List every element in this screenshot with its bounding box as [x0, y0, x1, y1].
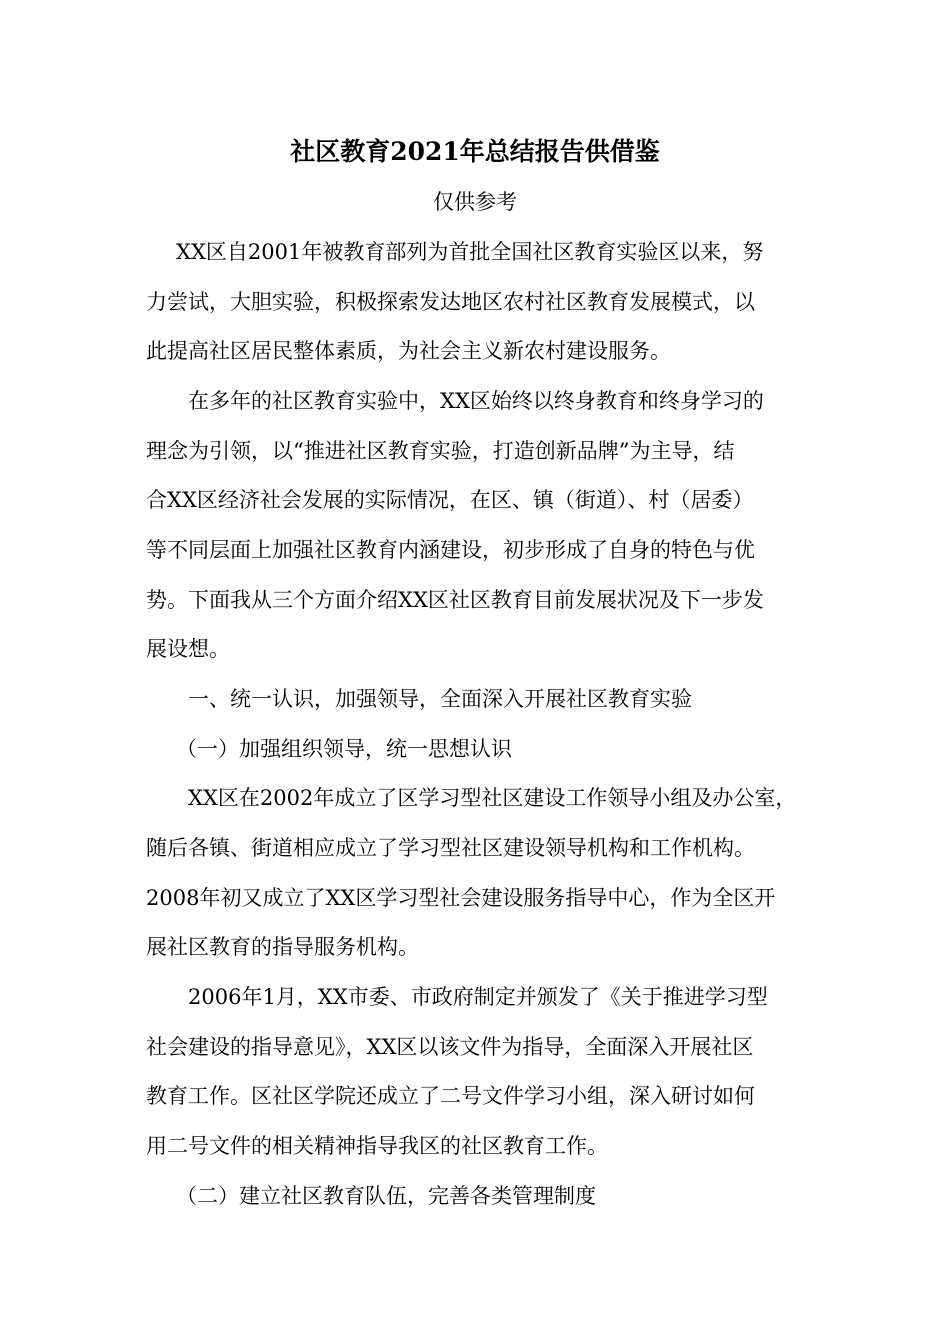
subsection-heading: （二）建立社区教育队伍，完善各类管理制度	[176, 1184, 596, 1208]
text-line: 随后各镇、街道相应成立了学习型社区建设领导机构和工作机构。	[146, 836, 755, 860]
text-line: 2008年初又成立了XX区学习型社会建设服务指导中心，作为全区开	[146, 886, 776, 910]
text-line: 在多年的社区教育实验中，XX区始终以终身教育和终身学习的	[188, 389, 764, 413]
text-line: XX区在2002年成立了区学习型社区建设工作领导小组及办公室，	[188, 786, 797, 810]
text-line: 等不同层面上加强社区教育内涵建设，初步形成了自身的特色与优	[146, 538, 755, 562]
text-line: 力尝试，大胆实验，积极探索发达地区农村社区教育发展模式，以	[146, 290, 755, 314]
text-line: 理念为引领，以“推进社区教育实验，打造创新品牌”为主导，结	[146, 439, 735, 463]
text-line: 教育工作。区社区学院还成立了二号文件学习小组，深入研讨如何	[146, 1084, 755, 1108]
text-line: 此提高社区居民整体素质，为社会主义新农村建设服务。	[146, 339, 671, 363]
document-title: 社区教育2021年总结报告供借鉴	[290, 137, 660, 166]
document-subtitle: 仅供参考	[433, 190, 517, 214]
text-line: 用二号文件的相关精神指导我区的社区教育工作。	[146, 1134, 608, 1158]
text-line: 社会建设的指导意见》，XX区以该文件为指导，全面深入开展社区	[146, 1035, 754, 1059]
text-line: XX区自2001年被教育部列为首批全国社区教育实验区以来，努	[176, 240, 764, 264]
text-line: 展设想。	[146, 637, 230, 661]
text-line: 2006年1月，XX市委、市政府制定并颁发了《关于推进学习型	[188, 985, 768, 1009]
text-line: 合XX区经济社会发展的实际情况，在区、镇（街道）、村（居委）	[146, 488, 754, 512]
subsection-heading: （一）加强组织领导，统一思想认识	[176, 737, 512, 761]
text-line: 势。下面我从三个方面介绍XX区社区教育目前发展状况及下一步发	[146, 588, 764, 612]
text-line: 展社区教育的指导服务机构。	[146, 935, 419, 959]
section-heading: 一、统一认识，加强领导，全面深入开展社区教育实验	[188, 687, 692, 711]
